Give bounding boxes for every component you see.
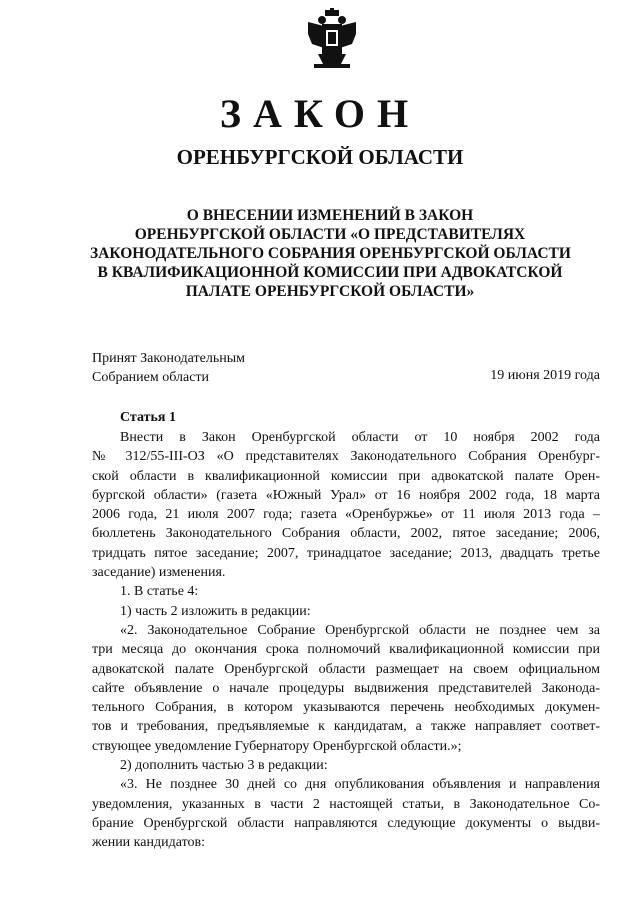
body-line: Внести в Закон Оренбургской области от 10 ноября 2002 года (120, 430, 600, 445)
body-line: сайте объявление о начале процедуры выдвижения представителей Законода- (92, 680, 600, 696)
body-line: уведомления, указанных в части 2 настоящей статьи, в Законодательное Со- (92, 796, 600, 812)
body-line: бургской области» (газета «Южный Урал» от 16 ноября 2002 года, 18 марта (92, 487, 600, 503)
adoption-date: 19 июня 2019 года (490, 368, 600, 383)
heading-line: О ВНЕСЕНИИ ИЗМЕНЕНИЙ В ЗАКОН (186, 207, 474, 224)
coat-of-arms-icon (304, 8, 360, 72)
body-line: тридцать пятое заседание; 2007, тринадцатое заседание; 2013, двадцать третье (92, 545, 600, 561)
body-line: 2) дополнить частью 3 в редакции: (120, 758, 328, 774)
adoption-line: Собранием области (92, 370, 210, 385)
heading-line: В КВАЛИФИКАЦИОННОЙ КОМИССИИ ПРИ АДВОКАТСКОЙ (97, 264, 563, 281)
body-line: жении кандидатов: (92, 835, 205, 851)
body-line: «3. Не позднее 30 дней со дня опубликования объявления и направления (120, 777, 600, 793)
heading-line: ОРЕНБУРГСКОЙ ОБЛАСТИ «О ПРЕДСТАВИТЕЛЯХ (134, 226, 526, 243)
adoption-note (92, 349, 245, 387)
body-line: брание Оренбургской области направляются следующие документы о выдви- (92, 815, 600, 831)
body-line: тельного Собрания, в котором указываются перечень необходимых докумен- (92, 700, 600, 716)
body-line: 1. В статье 4: (120, 584, 199, 600)
heading-line: ПАЛАТЕ ОРЕНБУРГСКОЙ ОБЛАСТИ» (185, 283, 475, 300)
article-title: Статья 1 (120, 410, 176, 425)
body-line: тов и требования, предъявляемые к кандидатам, а также направляет соответ- (92, 719, 600, 735)
law-heading (90, 206, 570, 301)
article-body (92, 428, 600, 853)
body-line: ской области в квалификационной комиссии при адвокатской палате Орен- (92, 468, 600, 484)
document-title: ЗАКОН (219, 91, 421, 136)
body-line: заседание) изменения. (92, 565, 226, 581)
body-line: адвокатской палате Оренбургской области размещает на своем официальном (92, 661, 600, 677)
document-subtitle: ОРЕНБУРГСКОЙ ОБЛАСТИ (176, 145, 464, 169)
body-line: три месяца до окончания срока полномочий квалификационной комиссии при (92, 642, 600, 658)
heading-line: ЗАКОНОДАТЕЛЬНОГО СОБРАНИЯ ОРЕНБУРГСКОЙ ОБЛАСТИ (90, 245, 571, 262)
body-line: 1) часть 2 изложить в редакции: (120, 603, 311, 619)
body-line: ствующее уведомление Губернатору Оренбургской области.»; (92, 738, 462, 754)
body-line: № 312/55-III-ОЗ «О представителях Законодательного Собрания Оренбург- (92, 449, 600, 465)
body-line: 2006 года, 21 июля 2007 года; газета «Оренбуржье» от 11 июля 2013 года – (92, 507, 600, 523)
adoption-line: Принят Законодательным (92, 351, 245, 366)
body-line: «2. Законодательное Собрание Оренбургской области не позднее чем за (120, 622, 600, 638)
body-line: бюллетень Законодательного Собрания области, 2002, пятое заседание; 2006, (92, 526, 600, 542)
